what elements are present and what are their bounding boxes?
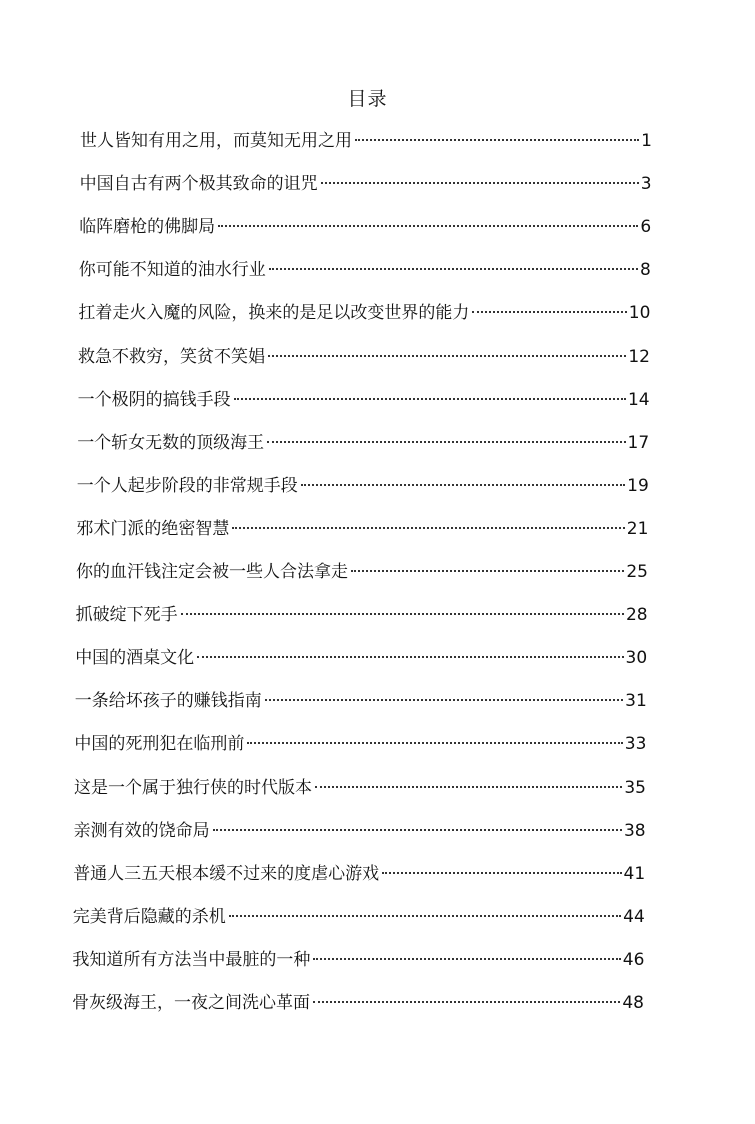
- toc-entry-title: 骨灰级海王，一夜之间洗心革面: [72, 993, 310, 1013]
- toc-entry-title: 我知道所有方法当中最脏的一种: [72, 949, 311, 970]
- toc-entry[interactable]: [75, 643, 647, 673]
- toc-entry-page: 3: [640, 174, 652, 195]
- toc-entry-title: 救急不救穷，笑贫不笑娼: [78, 346, 265, 367]
- toc-entry[interactable]: [78, 385, 650, 415]
- dot-leader: [313, 958, 620, 960]
- dot-leader: [313, 1001, 620, 1003]
- dot-leader: [232, 527, 624, 529]
- toc-entry-page: 19: [627, 475, 649, 496]
- dot-leader: [315, 786, 622, 788]
- toc-entry-page: 48: [622, 993, 644, 1013]
- toc-entry-page: 44: [623, 906, 645, 927]
- dot-leader: [234, 398, 626, 400]
- toc-entry-page: 30: [625, 648, 648, 669]
- dot-leader: [213, 829, 622, 831]
- toc-entry[interactable]: [74, 773, 646, 803]
- dot-leader: [218, 225, 638, 227]
- dot-leader: [321, 182, 639, 184]
- toc-entry-page: 31: [625, 691, 647, 712]
- toc-entry-title: 普通人三五天根本缓不过来的度虐心游戏: [73, 863, 380, 884]
- toc-entry-title: 中国自古有两个极其致命的诅咒: [79, 174, 318, 195]
- dot-leader: [268, 355, 626, 357]
- dot-leader: [229, 915, 621, 917]
- toc-entry[interactable]: [74, 729, 646, 759]
- toc-entry[interactable]: [77, 428, 649, 458]
- toc-entry[interactable]: [74, 816, 646, 846]
- dot-leader: [197, 656, 623, 658]
- toc-entry-title: 扛着走火入魔的风险，换来的是足以改变世界的能力: [78, 303, 470, 324]
- dot-leader: [269, 268, 638, 270]
- toc-entry-page: 10: [628, 303, 651, 324]
- toc-entry-page: 35: [624, 777, 646, 798]
- dot-leader: [351, 570, 624, 572]
- dot-leader: [265, 699, 623, 701]
- toc-entry-page: 12: [628, 346, 650, 367]
- toc-entry-title: 完美背后隐藏的杀机: [72, 906, 226, 927]
- toc-entry[interactable]: [73, 902, 645, 932]
- toc-entry-page: 6: [640, 217, 652, 238]
- dot-leader: [247, 742, 622, 744]
- toc-entry-title: 一个极阴的搞钱手段: [77, 389, 231, 410]
- toc-entry[interactable]: [79, 212, 651, 242]
- toc-entry-page: 46: [622, 949, 645, 970]
- toc-entry[interactable]: [75, 686, 647, 716]
- toc-entry-page: 33: [624, 734, 647, 755]
- toc-title: 目录: [347, 88, 388, 110]
- toc-entry-page: 38: [623, 820, 646, 841]
- toc-entry-page: 17: [627, 432, 650, 453]
- toc-entry-page: 41: [623, 863, 646, 884]
- toc-entry[interactable]: [80, 126, 652, 156]
- dot-leader: [267, 441, 625, 443]
- toc-entry[interactable]: [78, 298, 650, 328]
- toc-entry[interactable]: [72, 988, 644, 1018]
- toc-entry[interactable]: [72, 945, 644, 975]
- toc-entry-title: 亲测有效的饶命局: [73, 820, 210, 841]
- toc-entry[interactable]: [73, 859, 645, 889]
- toc-entry-title: 中国的酒桌文化: [75, 648, 195, 669]
- toc-entry-page: 8: [639, 260, 651, 281]
- toc-entry[interactable]: [76, 600, 648, 630]
- toc-entry[interactable]: [78, 342, 650, 372]
- toc-entry-title: 一个斩女无数的顶级海王: [77, 432, 265, 453]
- toc-entry-title: 你可能不知道的油水行业: [78, 260, 266, 281]
- toc-entry-title: 你的血汗钱注定会被一些人合法拿走: [76, 562, 348, 582]
- toc-entry-page: 25: [626, 562, 648, 582]
- dot-leader: [301, 484, 625, 486]
- toc-entry-title: 这是一个属于独行侠的时代版本: [74, 777, 312, 798]
- toc-entry-page: 1: [641, 131, 652, 151]
- toc-entry-title: 临阵磨枪的佛脚局: [79, 217, 216, 238]
- toc-entry-page: 14: [627, 389, 650, 410]
- dot-leader: [181, 613, 624, 615]
- toc-entry-title: 一个人起步阶段的非常规手段: [76, 475, 298, 496]
- toc-entry[interactable]: [76, 514, 648, 544]
- toc-entry[interactable]: [77, 471, 649, 501]
- toc-entry-title: 一条给坏孩子的赚钱指南: [74, 691, 262, 712]
- dot-leader: [472, 311, 626, 313]
- toc-entry-title: 抓破绽下死手: [75, 605, 178, 626]
- dot-leader: [382, 872, 621, 874]
- toc-entry-page: 21: [626, 518, 649, 539]
- toc-entry-page: 28: [625, 605, 648, 626]
- toc-entry[interactable]: [80, 169, 652, 199]
- dot-leader: [355, 139, 639, 141]
- toc-entry-title: 中国的死刑犯在临刑前: [74, 734, 245, 755]
- toc-entry[interactable]: [76, 557, 648, 587]
- toc-entry[interactable]: [79, 255, 651, 285]
- toc-entry-title: 邪术门派的绝密智慧: [76, 518, 230, 539]
- toc-entry-title: 世人皆知有用之用，而莫知无用之用: [80, 131, 352, 151]
